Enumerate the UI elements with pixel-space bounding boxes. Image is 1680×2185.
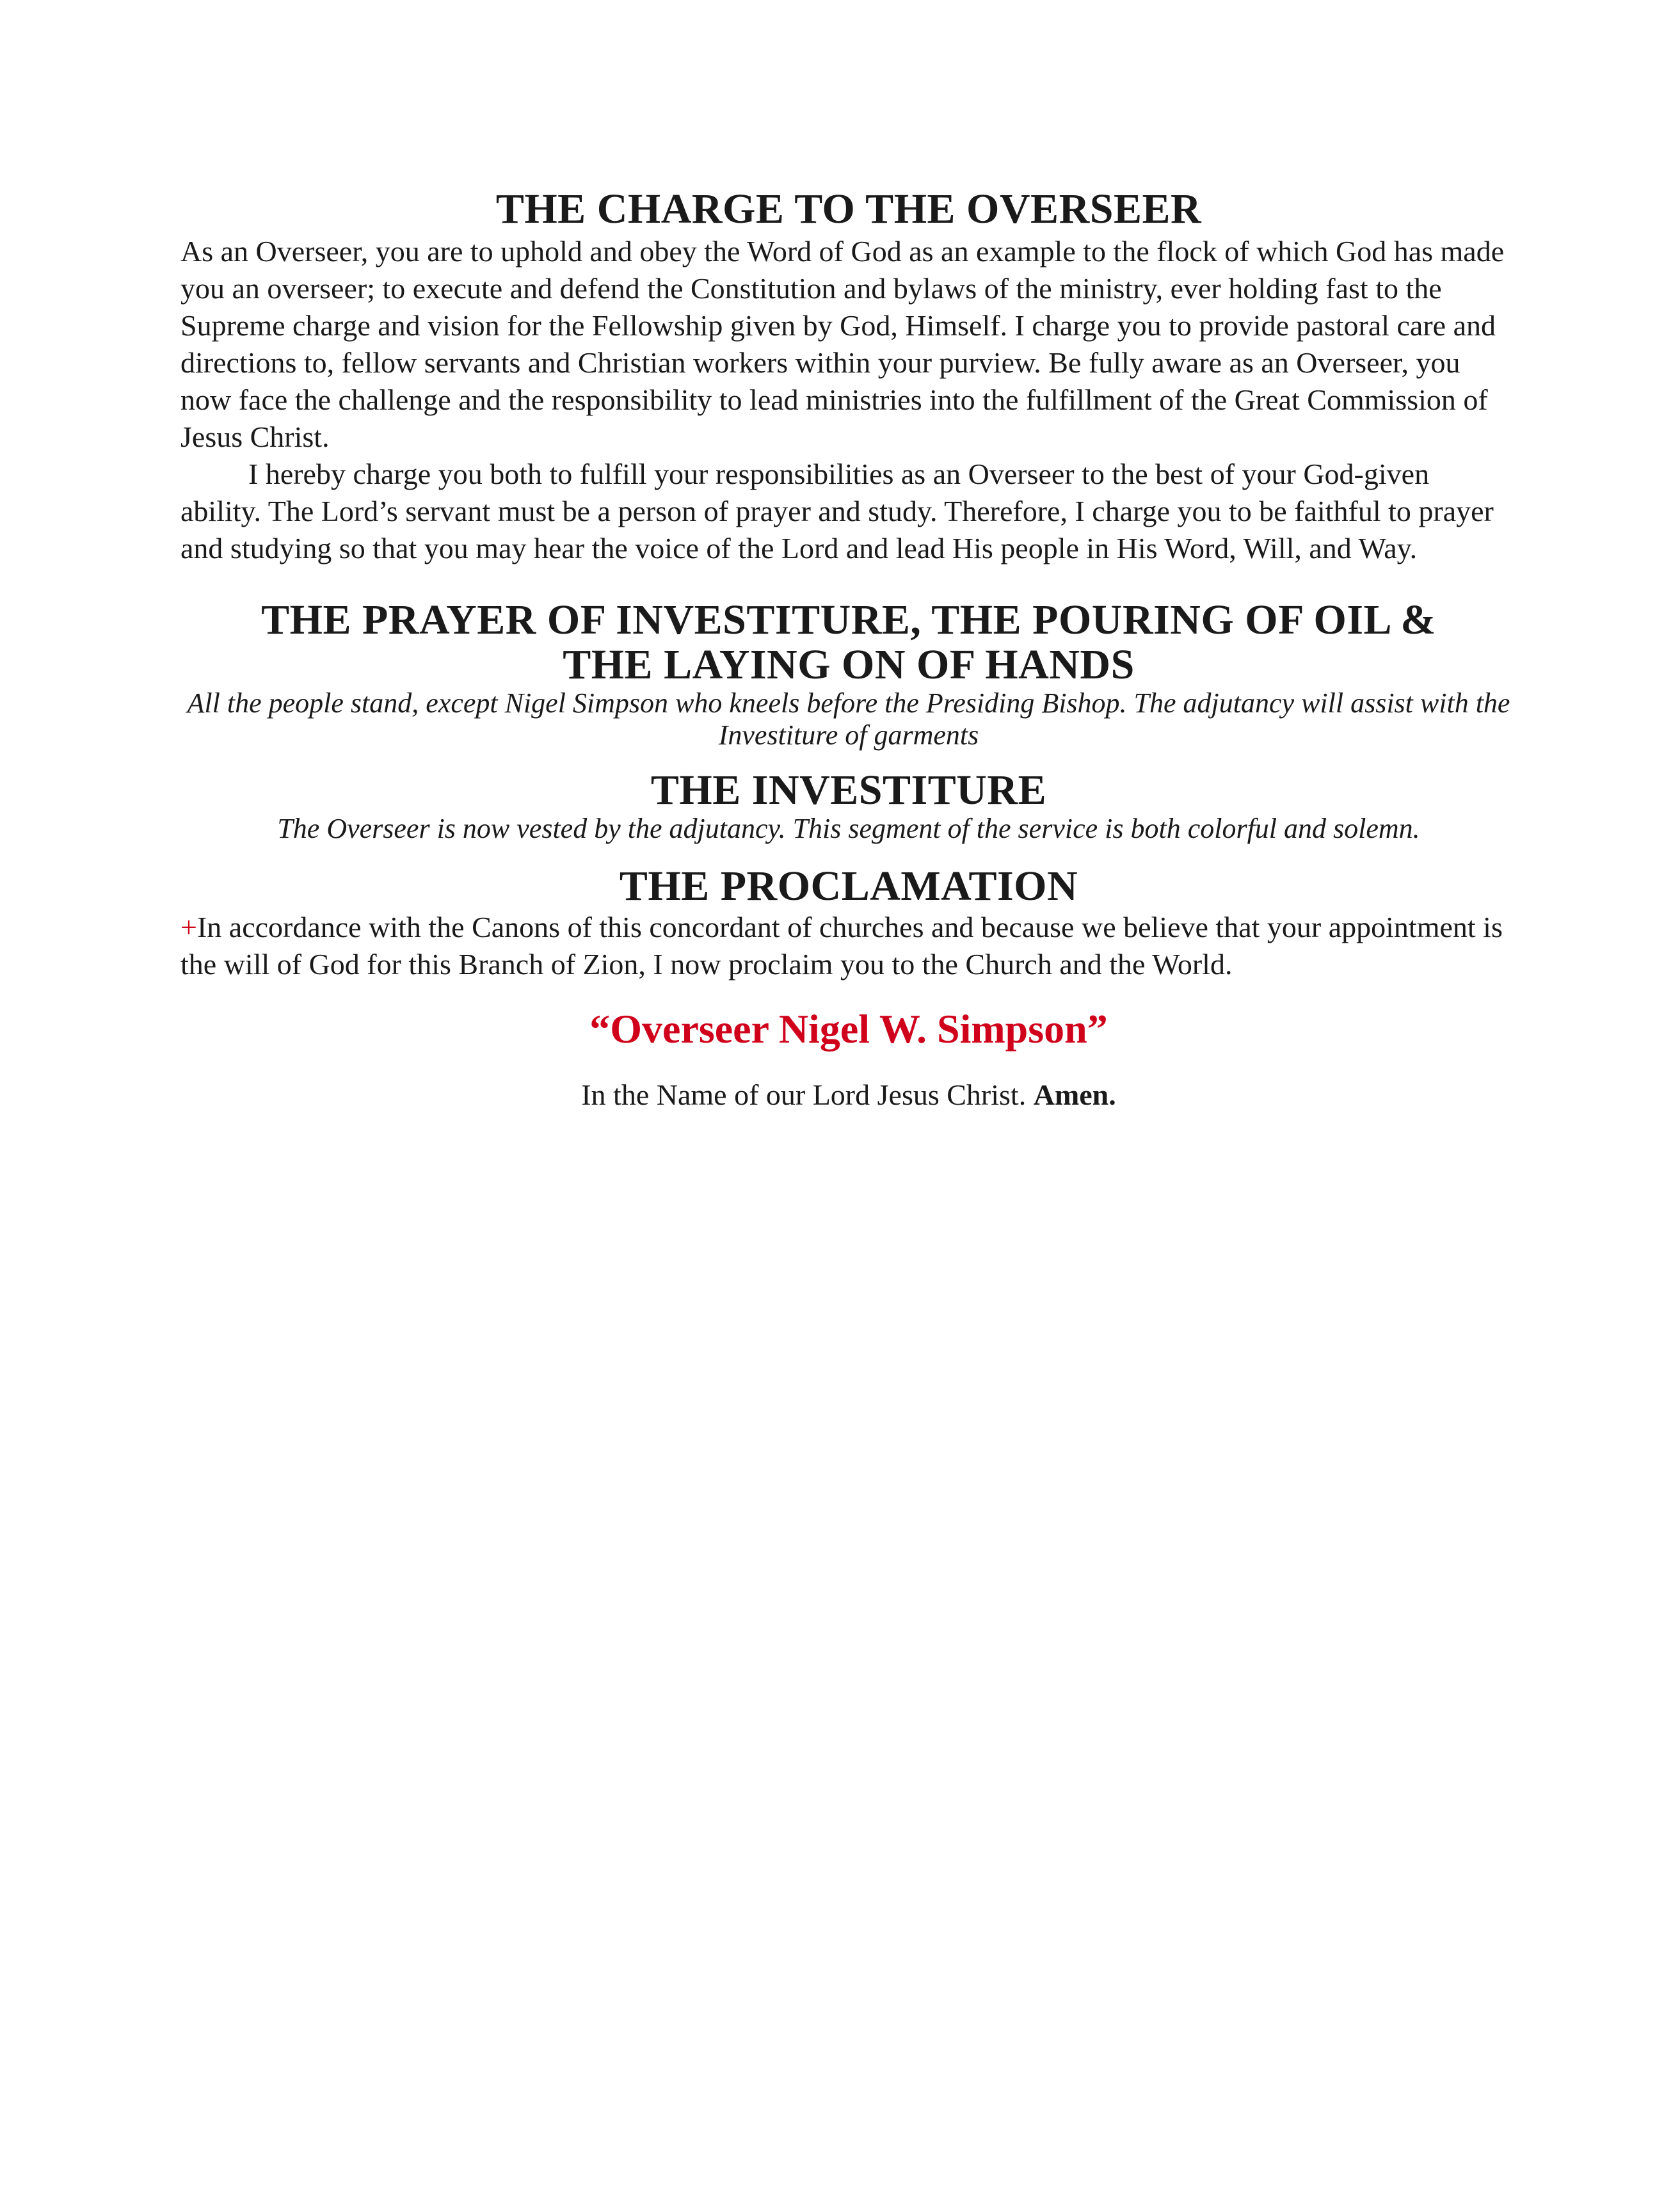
rubric-marker: + — [180, 911, 197, 943]
closing-text: In the Name of our Lord Jesus Christ. — [581, 1078, 1027, 1111]
charge-paragraph-2: I hereby charge you both to fulfill your responsibilities as an Overseer to the best of your God-given ability. The Lord’s servant must be a person of prayer and study. Therefore, I charge you to be faithful to prayer and studying so that you may hear the voice of the Lord and lead His people in His Word, Will, and Way. — [180, 458, 1494, 564]
charge-paragraph-1: As an Overseer, you are to uphold and obey the Word of God as an example to the flock of which God has made you an overseer; to execute and defend the Constitution and bylaws of the ministry, ever holding fast to the Supreme charge and vision for the Fellowship given by God, Himself. I charge you to provide pastoral care and directions to, fellow servants and Christian workers within your purview. Be fully aware as an Overseer, you now face the challenge and the responsibility to lead ministries into the fulfillment of the Great Commission of Jesus Christ. — [180, 235, 1505, 453]
investiture-heading: THE INVESTITURE — [650, 767, 1047, 813]
charge-heading: THE CHARGE TO THE OVERSEER — [495, 186, 1202, 232]
document-page — [180, 187, 1517, 1114]
investiture-rubric: The Overseer is now vested by the adjutancy. This segment of the service is both colorful and solemn. — [277, 813, 1420, 844]
proclamation-text — [180, 909, 1517, 983]
closing-line — [180, 1076, 1517, 1114]
proclamation-body: In accordance with the Canons of this concordant of churches and because we believe that your appointment is the will of God for this Branch of Zion, I now proclaim you to the Church and the World. — [180, 911, 1503, 980]
prayer-rubric: All the people stand, except Nigel Simpson who kneels before the Presiding Bishop. The adjutancy will assist with the Investiture of garments — [187, 687, 1510, 751]
proclamation-heading: THE PROCLAMATION — [619, 863, 1078, 909]
overseer-acclaim: “Overseer Nigel W. Simpson” — [589, 1006, 1108, 1052]
closing-amen: Amen. — [1033, 1078, 1116, 1111]
prayer-heading-line-1: THE PRAYER OF INVESTITURE, THE POURING OF OIL & — [261, 596, 1436, 643]
prayer-heading-line-2: THE LAYING ON OF HANDS — [563, 641, 1135, 688]
